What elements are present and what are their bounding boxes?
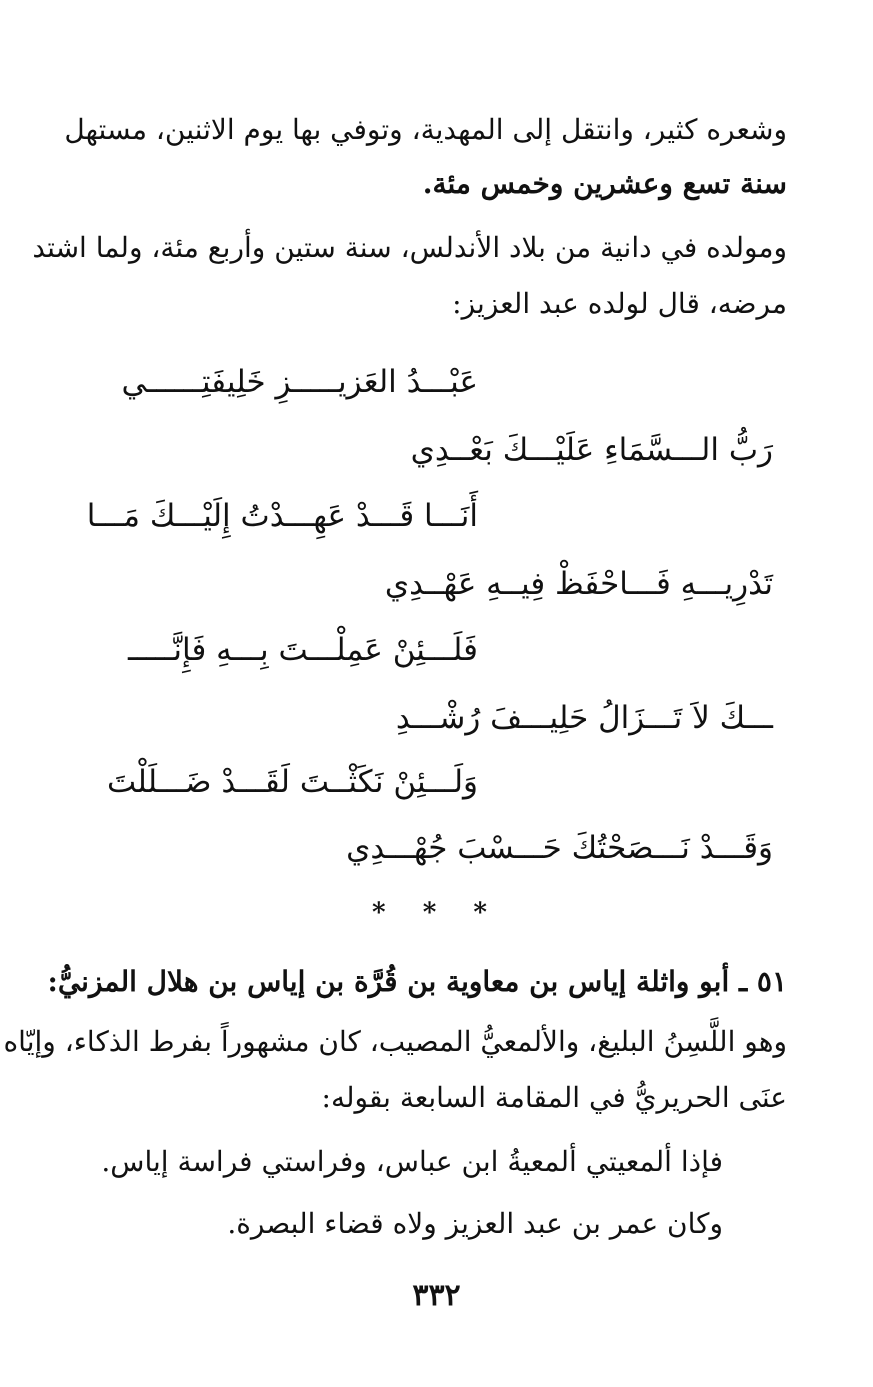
paragraph-2-line-2: مرضه، قال لولده عبد العزيز: [452, 287, 787, 320]
entry-51-line-5: وكان عمر بن عبد العزيز ولاه قضاء البصرة. [227, 1207, 723, 1240]
paragraph-2-line-1: ومولده في دانية من بلاد الأندلس، سنة ستين وأربع مئة، ولما اشتد [32, 231, 787, 264]
verse-3-first-hemistich: فَلَـــئِنْ عَمِلْـــتَ بِـــهِ فَإِنَّـــــ [127, 632, 478, 668]
paragraph-1-line-2: سنة تسع وعشرين وخمس مئة. [422, 167, 787, 200]
verse-1-second-hemistich: رَبُّ الـــسَّمَاءِ عَلَيْـــكَ بَعْــدِي [410, 432, 773, 468]
verse-2-first-hemistich: أَنَـــا قَـــدْ عَهِـــدْتُ إِلَيْـــكَ مَـــا [86, 498, 478, 534]
verse-2-second-hemistich: تَدْرِيـــهِ فَـــاحْفَظْ فِيــهِ عَهْــدِي [384, 566, 773, 602]
verse-1-first-hemistich: عَبْـــدُ العَزيـــــزِ خَلِيفَتِــــــي [121, 364, 478, 400]
entry-51-line-2: وهو اللَّسِنُ البليغ، والألمعيُّ المصيب، كان مشهوراً بفرط الذكاء، وإيّاه [3, 1025, 787, 1058]
section-separator: * * * [372, 898, 501, 928]
verse-4-first-hemistich: وَلَـــئِنْ نَكَثْــتَ لَقَـــدْ ضَـــلَلْتَ [106, 764, 478, 800]
entry-51-heading: ٥١ ـ أبو واثلة إياس بن معاوية بن قُرَّة بن إياس بن هلال المزنيُّ: [47, 965, 787, 998]
page-number: ٣٣٢ [412, 1278, 461, 1313]
entry-51-line-3: عنَى الحريريُّ في المقامة السابعة بقوله: [321, 1081, 787, 1114]
paragraph-1-line-1: وشعره كثير، وانتقل إلى المهدية، وتوفي بها يوم الاثنين، مستهل [64, 113, 787, 146]
verse-3-second-hemistich: ـــكَ لاَ تَـــزَالُ حَلِيـــفَ رُشْـــدِ [395, 700, 773, 736]
verse-4-second-hemistich: وَقَـــدْ نَـــصَحْتُكَ حَـــسْبَ جُهْـــدِي [346, 830, 773, 866]
entry-51-quote: فإذا ألمعيتي ألمعيةُ ابن عباس، وفراستي فراسة إياس. [101, 1145, 723, 1178]
